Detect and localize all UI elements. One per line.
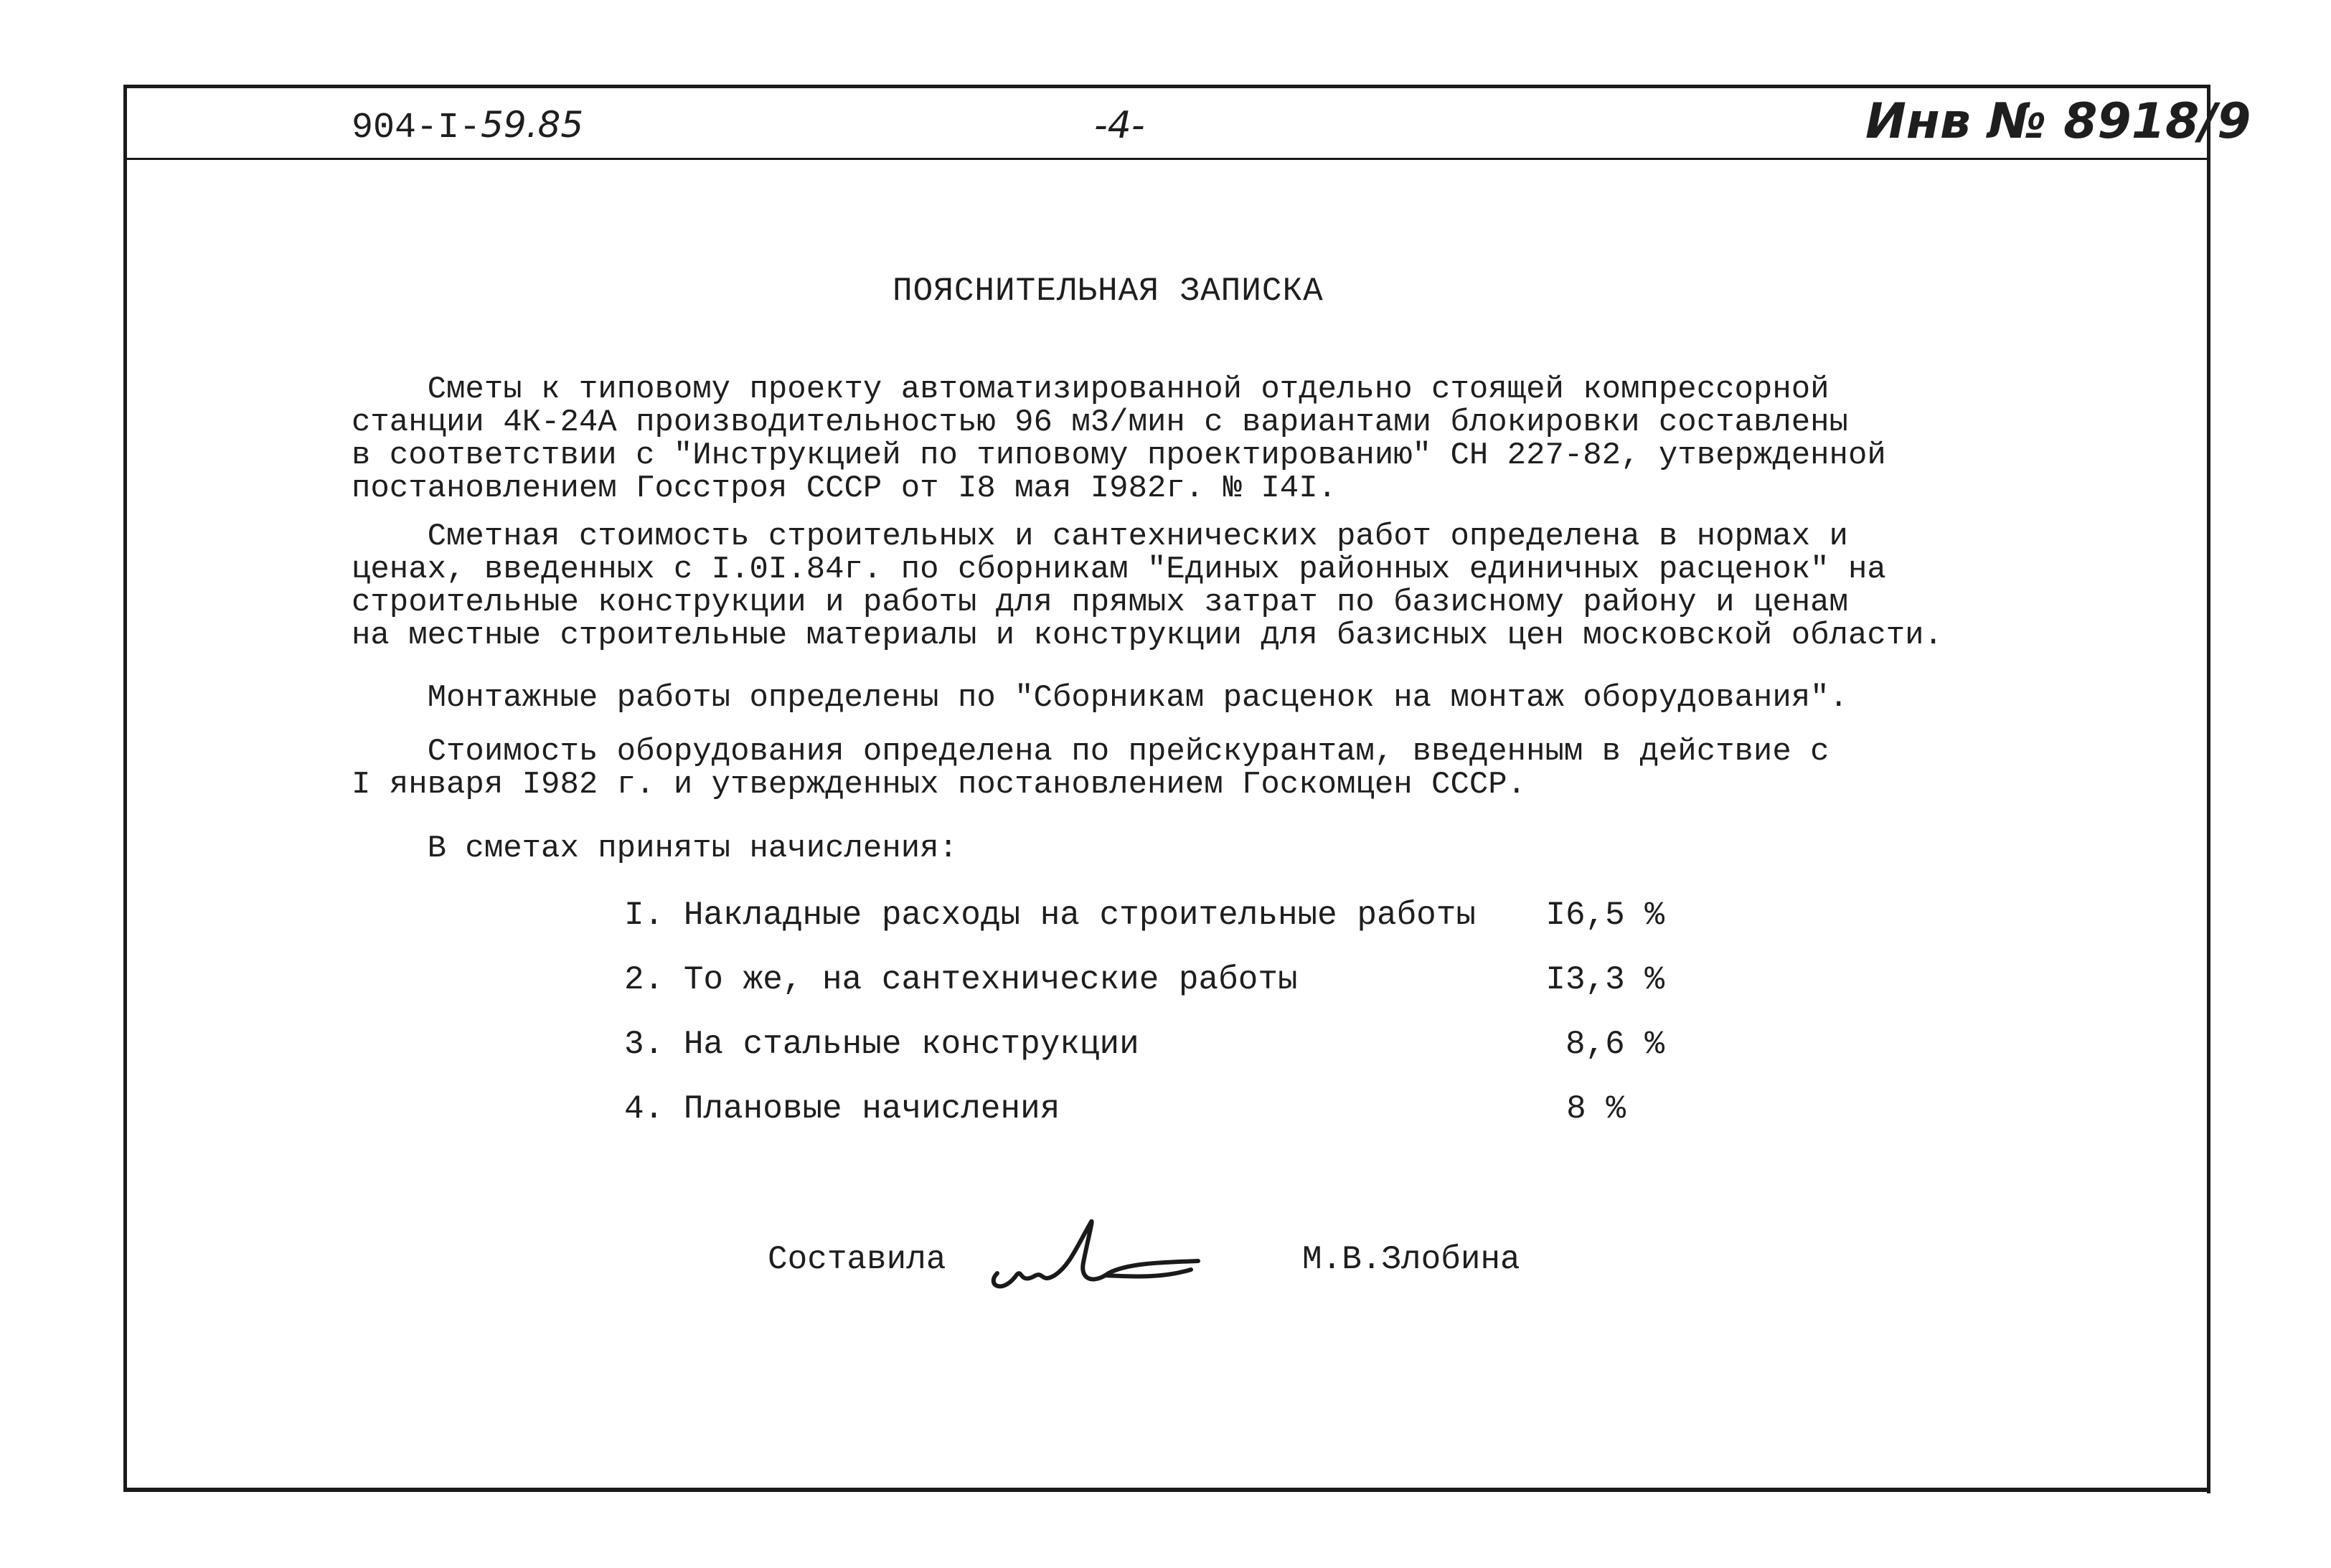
document-code-printed: 904-I- <box>352 108 481 148</box>
charge-item-value: 8 % <box>1566 1090 1626 1128</box>
page-number: -4- <box>1094 104 1145 147</box>
charge-item-value: I3,3 % <box>1545 961 1664 998</box>
paragraph-installation: Монтажные работы определены по "Сборникам расценок на монтаж оборудования". <box>352 680 1848 716</box>
header-divider <box>123 158 2210 160</box>
charge-item-label: I. Накладные расходы на строительные работы <box>624 897 1476 934</box>
frame-bottom-border <box>123 1488 2210 1492</box>
document-code <box>352 104 583 148</box>
charge-item-label: 4. Плановые начисления <box>624 1090 1060 1128</box>
paragraph-equipment: Стоимость оборудования определена по прейскурантам, введенным в действие с I января I982 г. и утвержденных постановлением Госкомцен СССР. <box>352 734 1830 803</box>
frame-left-border <box>123 85 127 1491</box>
signature-label: Составила <box>768 1241 946 1278</box>
charge-item-label: 2. То же, на сантехнические работы <box>624 961 1298 998</box>
page-title: ПОЯСНИТЕЛЬНАЯ ЗАПИСКА <box>893 273 1324 310</box>
signatory-name: М.В.Злобина <box>1302 1241 1520 1278</box>
frame-right-border <box>2207 85 2210 1493</box>
paragraph-charges-intro: В сметах приняты начисления: <box>352 831 958 866</box>
charge-item-label: 3. На стальные конструкции <box>624 1026 1139 1063</box>
inventory-number: Инв № 8918/9 <box>1865 93 2251 150</box>
paragraph-intro: Сметы к типовому проекту автоматизированной отдельно стоящей компрессорной станции 4К-24А производительностью 96 м3/мин с вариантами блокировки составлены в соответствии с "Инструкцией по типовому проектированию" СН 227-82, утвержденной постановлением Госстроя СССР от I8 мая I982г. № I4I. <box>352 372 1886 506</box>
frame-top-border <box>123 85 2210 88</box>
handwritten-signature <box>983 1205 1220 1298</box>
paragraph-cost-basis: Сметная стоимость строительных и сантехнических работ определена в нормах и ценах, введенных с I.0I.84г. по сборникам "Единых районных единичных расценок" на строительные конструкции и работы для прямых затрат по базисному району и ценам на местные строительные материалы и конструкции для базисных цен московской области. <box>352 519 1943 653</box>
document-code-handwritten: 59.85 <box>481 104 584 146</box>
charge-item-value: I6,5 % <box>1545 897 1664 934</box>
charge-item-value: 8,6 % <box>1565 1026 1664 1063</box>
